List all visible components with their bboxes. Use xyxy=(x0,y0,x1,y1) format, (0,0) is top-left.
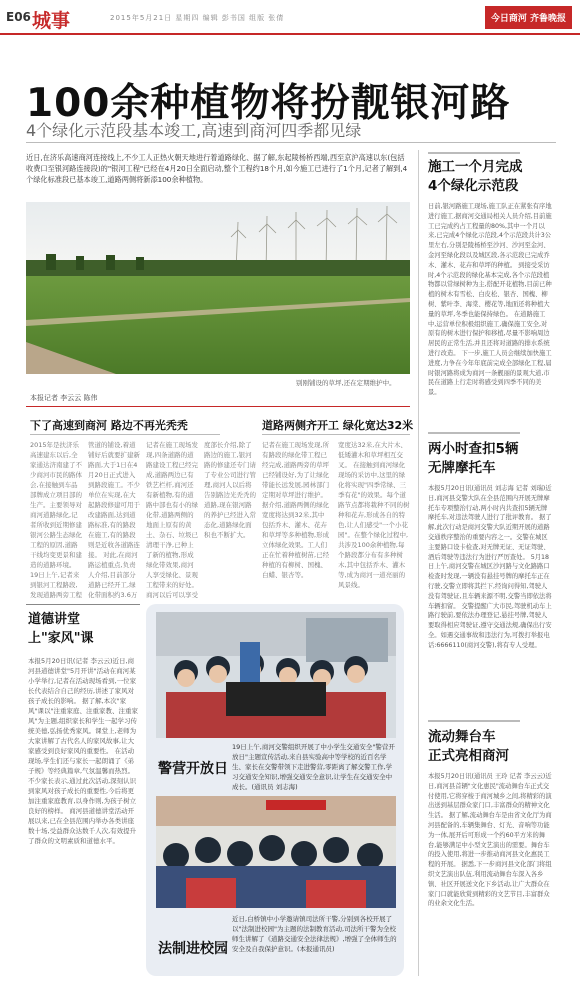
divider xyxy=(26,604,140,605)
right-article-body-2: 本报5月20日讯(通讯员 刘志海 记者 刘瑞)近日,商河县交警大队在全县范围内开展无牌摩托车专项整治行动,两小时内共查扣5辆无牌摩托车,对违法驾驶人进行了批评教育。 据了解,此次行动是商河交警大队近期开展的道路交通秩序整治的重要内容之一。交警在城区主要路口设卡检查,对无牌无证、无证驾驶、酒后驾驶等违法行为进行严厉查处。 5月18日上午,商河交警在城区沙河路与文化路路口检查时发现,一辆没有悬挂号牌的摩托车正在行驶,交警立即将其拦下,经询问得知,驾驶人没有驾驶证,且车辆来源不明,交警当即依法将车辆扣留。 交警提醒广大市民,驾驶机动车上路行驶前,要依法办理登记,悬挂号牌,驾驶人要取得相应驾驶证,遵守交通法规,确保出行安全。如遇交通事故和违法行为,可拨打举报电话:6666110(商河交警),将有专人受理。 xyxy=(428,485,552,649)
main-photo xyxy=(26,202,410,374)
panel-photo-2 xyxy=(156,796,396,908)
left-article-body: 本报5月20日讯(记者 李云云)近日,商河县道德讲堂"5月开讲"活动在商河某小学举行,记者在活动现场看到,一位家长代表结合自己的经历,讲述了家风对孩子成长的影响。 据了解,本次"家风"课以"注重家庭、注重家教、注重家风"为主题,组织家长和学生一起学习传统美德,弘扬优秀家风。课堂上,老师为大家讲解了古代名人的家风故事,让大家感受到良好家风的重要性。 在活动现场,学生们还与家长一起朗诵了《弟子规》等经典篇章,气氛温馨而热烈。不少家长表示,通过此次活动,深刻认识到家风对孩子成长的重要性,今后将更加注重家庭教育,以身作则,为孩子树立良好的榜样。 商河县道德讲堂活动开展以来,已在全县范围内举办各类讲座数十场,受益群众达数千人次,有效提升了群众的文明素质和道德水平。 xyxy=(28,657,138,845)
header-rule xyxy=(0,33,580,35)
brand-logo: 今日商河 齐鲁晚报 xyxy=(485,6,572,29)
photo-caption: 别刚铺设的草坪,还在定期维护中。 xyxy=(296,379,396,387)
body-text: 度部长介绍,除了路边的施工,银河路的修建还专门请了专业公司进行管理,商河人以后将告别路边光秃秃的道路,现在银河路的养护已经进入常态化,道路绿化面积也不断扩大。 xyxy=(204,441,256,539)
section-title: 城事 xyxy=(32,10,71,32)
panel-caption-2: 近日,白桥镇中小学邀请镇司法所干警,分别到各校开展了以"法制进校园"为主题的法制教育活动,司法所干警为全校师生讲解了《道路交通安全法律法规》,增强了全体师生的安全及自我保护意识。(本报通讯员) xyxy=(232,915,397,953)
divider xyxy=(26,406,410,407)
column-divider xyxy=(418,150,419,976)
body-text: 记者在施工现场发现,所有路段的绿化带工程已经完成,道路两旁的草坪已经铺设好,为了让绿化带能长远发展,园林部门定期对草坪进行维护。据介绍,道路两侧的绿化宽度将达到32米,其中包括乔木、灌木、花卉和草坪等多种植物,形成立体绿化效果。工人们正在忙着种植树苗,已经种植的有柳树、国槐、白蜡、银杏等。 xyxy=(262,441,330,579)
author-line: 本报记者 李云云 陈伟 xyxy=(30,394,98,402)
lead-paragraph: 近日,在济乐高速商河连接线上,不少工人正热火朝天地进行着道路绿化、据了解,东起陵杨桥西端,西至京沪高速以东(包括收费口至银河路连接段)的"银河工程"已经在4月20日全面启动,整个工程约18个月,如今施工已进行了1个月,记者了解到,4个绿化标准段已基本竣工,道路两侧将新添100余种植物。 xyxy=(26,153,408,184)
header-meta: 2015年5月21日 星期四 编辑 彭书国 组版 张倩 xyxy=(110,14,285,22)
panel-label-2: 法制进校园 xyxy=(158,941,228,957)
body-text: 宽度达32米,在大片木、低矮灌木和草坪相互交叉。 在接触到商河绿化现场的采访中,这里的绿化将实现"四季常绿、三季有花"的效果。每个道路节点都将栽种不同的树种和花卉,形成各自的特色,让人们感受"一个小花园"。在整个绿化过程中,共涉及100余种植物,每个路段都分布有多种树木,其中包括乔木、灌木等,成为商河一道亮丽的风景线。 xyxy=(338,441,410,589)
subheadline: 4个绿化示范段基本竣工,高速到商河四季都见绿 xyxy=(26,121,362,140)
right-article-body-1: 日前,银河路施工现场,施工队正在紧张有序地进行施工,据商河交通局相关人员介绍,目前施工已完成约占工程量的80%,其中一个月以来,已完成4个绿化示范段,4个示范段共计3公里左右,分别是陵杨桥至沙河、沙河至金河、金河至绿化段以及城区段,各示范段已完成乔木、灌木、花卉和草坪的种植。 到接受采访时,4个示范段的绿化基本完成,各个示范段植物都以常绿树种为主,搭配开花植物,目前已种植的树木有雪松、白皮松、银杏、国槐、柳树、紫叶李、海棠、樱花等,地面还将种植大量的草坪,冬季也能保持绿色。 在道路施工中,运营单位积极组织施工,确保施工安全,对原有的树木进行保护和移植,尽量不影响周边居民的正常生活,并且还将对道路的排水系统进行改造。 下一步,施工人员会继续加快施工进度,力争在今年年底前完成全部绿化工程,届时银河路将成为商河一条靓丽的景观大道,市民在道路上行走时将感受到四季不同的美景。 xyxy=(428,203,552,397)
page-number: E06 xyxy=(6,10,31,24)
headline: 100余种植物将扮靓银河路 xyxy=(26,81,511,126)
divider xyxy=(262,434,410,435)
panel-caption-1: 19日上午,商河交警组织开展了中小学生交通安全"警营开放日"主题宣传活动,来自县实验高中等学校的近百名学生、家长在交警带领下走进警营,零距离了解交警工作,学习交通安全知识,增强交通安全意识,让学生在交通安全中成长。(通讯员 刘志海) xyxy=(232,743,395,791)
subsection-title-b: 道路两侧齐开工 绿化宽达32米 xyxy=(262,419,414,432)
right-article-title-3: 流动舞台车 正式亮相商河 xyxy=(428,729,509,764)
divider xyxy=(30,434,220,435)
section-bar xyxy=(428,152,520,154)
panel-photo-1 xyxy=(156,612,396,738)
body-text: 管道的铺设,着道铺好后就要扩建新路面,大于1日在4月20日正式进入到路段施工。不少单位在实现,在大起路段修建可用于改建路面,达到道路标准,有的路段在施工,有的路段则是近收各道路连接。 对此,在商河路运植重点,负责人介绍,目前部分道路已经开工,绿化带面积约3.6万 xyxy=(88,441,140,598)
panel-label-1: 警营开放日 xyxy=(158,761,228,777)
body-text: 2015年是扶济乐高速建东以后,全家通达济南建了不少商河市民的路体会,在接触到车品部牌成立项目部的生产。主要领导对商河道路绿化,记者所收到近期修建银河公路生态绿化工程的原因,道路干线均变更景和建造的道路环境。19日上午,记者来到银河工程路段,发现道路两旁工程 xyxy=(30,441,82,598)
right-article-body-3: 本报5月20日讯(通讯员 王玲 记者 李云云)近日,商河县首辆"文化惠民"流动舞台车正式交付使用,它将穿梭于商河城乡之间,将精彩的演出送到基层群众家门口,丰富群众的精神文化生活。 据了解,流动舞台车是由省文化厅为商河县配备的,车辆集舞台、灯光、音响等功能为一体,展开后可形成一个约60平方米的舞台,能够满足中小型文艺演出的需要。舞台车的投入使用,将进一步推动商河县文化惠民工程的开展。 据悉,下一步商河县文化部门将组织文艺演出队伍,利用流动舞台车深入各乡镇、社区开展送文化下乡活动,让广大群众在家门口就能欣赏到精彩的文艺节目,丰富群众的业余文化生活。 xyxy=(428,773,552,908)
left-article-title: 道德讲堂 上"家风"课 xyxy=(28,612,94,646)
body-text: 记者在施工现场发现,四条道路的道路建设工程已经完成,道路两边已有铁艺栏杆,商河还有新植物,有的道路中部也有小的绿化带,道路两侧的地面上原有的黄土、杂石、垃圾已清理干净,已种上了新的植物,形成绿化带效果,商河人享受绿化、景观工程带来的好处。商河以后可以享受 xyxy=(146,441,198,598)
right-article-title-1: 施工一个月完成 4个绿化示范段 xyxy=(428,159,523,194)
divider xyxy=(26,142,556,143)
section-bar xyxy=(428,432,520,434)
section-bar xyxy=(428,720,520,722)
subsection-title-a: 下了高速到商河 路边不再光秃秃 xyxy=(30,419,188,432)
right-article-title-2: 两小时查扣5辆 无牌摩托车 xyxy=(428,441,519,476)
